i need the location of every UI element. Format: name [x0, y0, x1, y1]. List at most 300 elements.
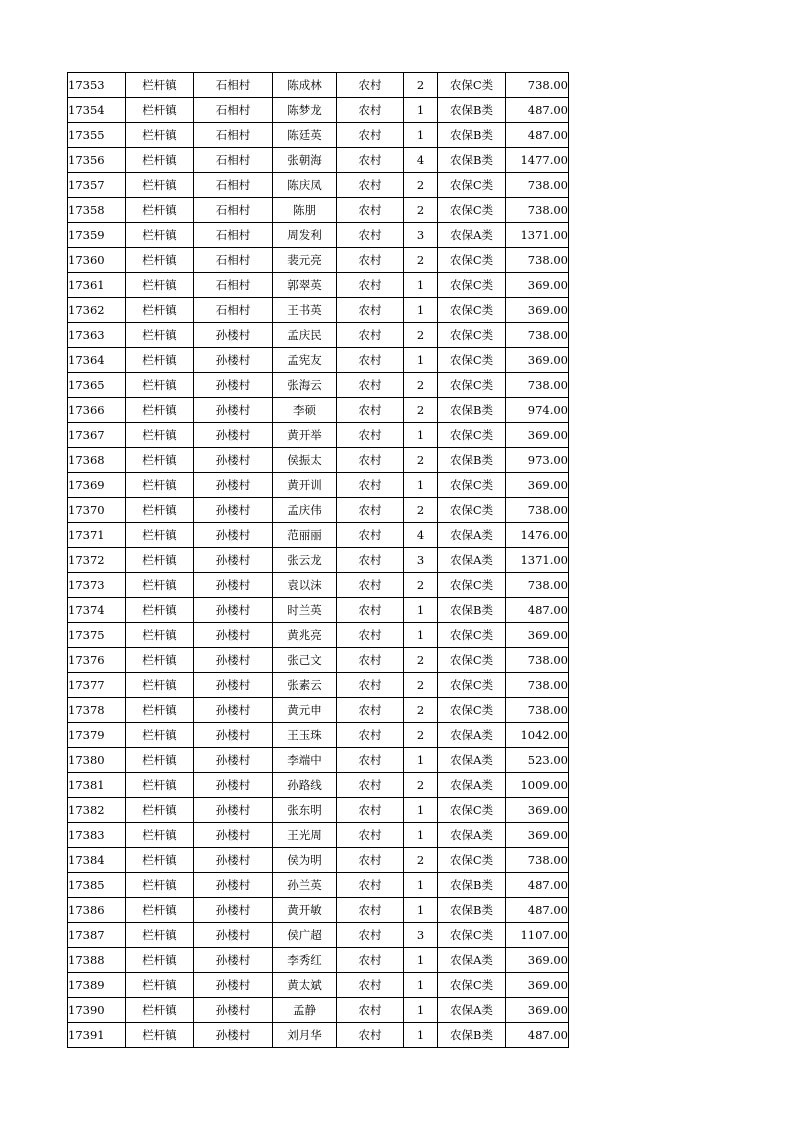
cell-name: 张己文	[273, 648, 337, 673]
cell-person-count: 2	[404, 848, 438, 873]
cell-name: 周发利	[273, 223, 337, 248]
cell-amount: 1477.00	[506, 148, 569, 173]
cell-village: 石相村	[194, 98, 273, 123]
cell-name: 孟庆民	[273, 323, 337, 348]
cell-person-count: 3	[404, 548, 438, 573]
cell-record-id: 17378	[68, 698, 126, 723]
cell-village: 孙楼村	[194, 773, 273, 798]
table-row	[68, 73, 569, 98]
cell-amount: 974.00	[506, 398, 569, 423]
table-row	[68, 748, 569, 773]
cell-category: 农保B类	[438, 598, 506, 623]
cell-village: 孙楼村	[194, 398, 273, 423]
cell-amount: 369.00	[506, 348, 569, 373]
cell-record-id: 17371	[68, 523, 126, 548]
cell-name: 张云龙	[273, 548, 337, 573]
cell-name: 陈朋	[273, 198, 337, 223]
table-row	[68, 173, 569, 198]
cell-town: 栏杆镇	[126, 873, 194, 898]
cell-village: 石相村	[194, 223, 273, 248]
cell-household-type: 农村	[337, 148, 404, 173]
cell-household-type: 农村	[337, 498, 404, 523]
cell-person-count: 2	[404, 248, 438, 273]
cell-town: 栏杆镇	[126, 73, 194, 98]
cell-record-id: 17382	[68, 798, 126, 823]
cell-person-count: 1	[404, 623, 438, 648]
cell-name: 孟静	[273, 998, 337, 1023]
cell-village: 石相村	[194, 198, 273, 223]
cell-person-count: 1	[404, 423, 438, 448]
cell-record-id: 17358	[68, 198, 126, 223]
cell-household-type: 农村	[337, 973, 404, 998]
cell-person-count: 1	[404, 998, 438, 1023]
cell-category: 农保C类	[438, 323, 506, 348]
cell-category: 农保B类	[438, 98, 506, 123]
cell-village: 孙楼村	[194, 798, 273, 823]
cell-category: 农保C类	[438, 923, 506, 948]
cell-town: 栏杆镇	[126, 898, 194, 923]
cell-category: 农保C类	[438, 673, 506, 698]
cell-town: 栏杆镇	[126, 773, 194, 798]
cell-household-type: 农村	[337, 248, 404, 273]
cell-household-type: 农村	[337, 273, 404, 298]
table-row	[68, 373, 569, 398]
table-row	[68, 773, 569, 798]
table-row	[68, 248, 569, 273]
cell-town: 栏杆镇	[126, 498, 194, 523]
table-row	[68, 398, 569, 423]
table-row	[68, 798, 569, 823]
cell-amount: 1371.00	[506, 548, 569, 573]
cell-town: 栏杆镇	[126, 148, 194, 173]
cell-household-type: 农村	[337, 648, 404, 673]
cell-name: 李秀红	[273, 948, 337, 973]
cell-village: 孙楼村	[194, 823, 273, 848]
table-row	[68, 723, 569, 748]
cell-village: 孙楼村	[194, 1023, 273, 1048]
cell-town: 栏杆镇	[126, 448, 194, 473]
cell-category: 农保A类	[438, 548, 506, 573]
table-row	[68, 448, 569, 473]
cell-category: 农保B类	[438, 148, 506, 173]
cell-town: 栏杆镇	[126, 823, 194, 848]
cell-person-count: 2	[404, 573, 438, 598]
cell-town: 栏杆镇	[126, 923, 194, 948]
cell-household-type: 农村	[337, 573, 404, 598]
cell-village: 孙楼村	[194, 323, 273, 348]
table-row	[68, 598, 569, 623]
cell-town: 栏杆镇	[126, 223, 194, 248]
cell-household-type: 农村	[337, 873, 404, 898]
cell-household-type: 农村	[337, 548, 404, 573]
cell-name: 袁以沫	[273, 573, 337, 598]
cell-household-type: 农村	[337, 98, 404, 123]
cell-person-count: 1	[404, 123, 438, 148]
cell-category: 农保C类	[438, 848, 506, 873]
cell-town: 栏杆镇	[126, 948, 194, 973]
cell-household-type: 农村	[337, 198, 404, 223]
cell-person-count: 2	[404, 498, 438, 523]
cell-name: 孟庆伟	[273, 498, 337, 523]
table-row	[68, 698, 569, 723]
cell-amount: 369.00	[506, 798, 569, 823]
cell-village: 石相村	[194, 298, 273, 323]
cell-village: 石相村	[194, 273, 273, 298]
cell-person-count: 1	[404, 473, 438, 498]
cell-household-type: 农村	[337, 223, 404, 248]
cell-household-type: 农村	[337, 123, 404, 148]
cell-person-count: 2	[404, 198, 438, 223]
cell-category: 农保C类	[438, 623, 506, 648]
cell-name: 陈庆凤	[273, 173, 337, 198]
cell-record-id: 17368	[68, 448, 126, 473]
cell-amount: 487.00	[506, 873, 569, 898]
cell-record-id: 17369	[68, 473, 126, 498]
cell-household-type: 农村	[337, 848, 404, 873]
cell-person-count: 2	[404, 173, 438, 198]
cell-town: 栏杆镇	[126, 673, 194, 698]
cell-town: 栏杆镇	[126, 748, 194, 773]
cell-category: 农保B类	[438, 898, 506, 923]
cell-town: 栏杆镇	[126, 398, 194, 423]
cell-household-type: 农村	[337, 673, 404, 698]
table-row	[68, 923, 569, 948]
cell-town: 栏杆镇	[126, 323, 194, 348]
table-row	[68, 198, 569, 223]
cell-record-id: 17354	[68, 98, 126, 123]
cell-town: 栏杆镇	[126, 998, 194, 1023]
cell-person-count: 2	[404, 323, 438, 348]
cell-amount: 1476.00	[506, 523, 569, 548]
cell-name: 李端中	[273, 748, 337, 773]
cell-village: 石相村	[194, 248, 273, 273]
cell-record-id: 17380	[68, 748, 126, 773]
cell-village: 孙楼村	[194, 448, 273, 473]
cell-category: 农保C类	[438, 348, 506, 373]
cell-amount: 369.00	[506, 298, 569, 323]
cell-record-id: 17376	[68, 648, 126, 673]
table-row	[68, 998, 569, 1023]
cell-amount: 738.00	[506, 698, 569, 723]
cell-category: 农保C类	[438, 198, 506, 223]
cell-person-count: 1	[404, 1023, 438, 1048]
cell-name: 黄开敏	[273, 898, 337, 923]
cell-amount: 973.00	[506, 448, 569, 473]
table-row	[68, 223, 569, 248]
cell-category: 农保B类	[438, 1023, 506, 1048]
cell-village: 孙楼村	[194, 523, 273, 548]
cell-village: 孙楼村	[194, 348, 273, 373]
cell-town: 栏杆镇	[126, 973, 194, 998]
cell-amount: 738.00	[506, 573, 569, 598]
cell-household-type: 农村	[337, 348, 404, 373]
cell-household-type: 农村	[337, 898, 404, 923]
cell-record-id: 17377	[68, 673, 126, 698]
cell-name: 侯振太	[273, 448, 337, 473]
cell-category: 农保C类	[438, 648, 506, 673]
cell-record-id: 17384	[68, 848, 126, 873]
cell-person-count: 2	[404, 698, 438, 723]
cell-household-type: 农村	[337, 73, 404, 98]
cell-category: 农保C类	[438, 423, 506, 448]
cell-name: 王玉珠	[273, 723, 337, 748]
cell-village: 孙楼村	[194, 723, 273, 748]
cell-village: 孙楼村	[194, 848, 273, 873]
table-row	[68, 548, 569, 573]
cell-category: 农保B类	[438, 873, 506, 898]
cell-person-count: 2	[404, 73, 438, 98]
cell-town: 栏杆镇	[126, 423, 194, 448]
cell-person-count: 1	[404, 898, 438, 923]
cell-amount: 369.00	[506, 423, 569, 448]
cell-record-id: 17365	[68, 373, 126, 398]
table-row	[68, 473, 569, 498]
cell-amount: 487.00	[506, 98, 569, 123]
cell-household-type: 农村	[337, 398, 404, 423]
cell-household-type: 农村	[337, 373, 404, 398]
cell-amount: 738.00	[506, 198, 569, 223]
table-row	[68, 973, 569, 998]
cell-name: 侯广超	[273, 923, 337, 948]
cell-amount: 738.00	[506, 673, 569, 698]
cell-amount: 369.00	[506, 948, 569, 973]
cell-amount: 738.00	[506, 248, 569, 273]
cell-category: 农保A类	[438, 723, 506, 748]
cell-name: 刘月华	[273, 1023, 337, 1048]
cell-town: 栏杆镇	[126, 198, 194, 223]
cell-category: 农保C类	[438, 498, 506, 523]
cell-village: 石相村	[194, 73, 273, 98]
cell-village: 孙楼村	[194, 373, 273, 398]
cell-person-count: 1	[404, 598, 438, 623]
table-row	[68, 673, 569, 698]
cell-household-type: 农村	[337, 998, 404, 1023]
cell-record-id: 17366	[68, 398, 126, 423]
cell-name: 郭翠英	[273, 273, 337, 298]
cell-name: 陈廷英	[273, 123, 337, 148]
cell-record-id: 17390	[68, 998, 126, 1023]
table-row	[68, 573, 569, 598]
cell-village: 孙楼村	[194, 698, 273, 723]
cell-town: 栏杆镇	[126, 698, 194, 723]
cell-record-id: 17379	[68, 723, 126, 748]
cell-name: 时兰英	[273, 598, 337, 623]
table-row	[68, 498, 569, 523]
cell-name: 张东明	[273, 798, 337, 823]
cell-household-type: 农村	[337, 948, 404, 973]
cell-amount: 738.00	[506, 73, 569, 98]
cell-record-id: 17375	[68, 623, 126, 648]
cell-name: 黄元申	[273, 698, 337, 723]
cell-category: 农保C类	[438, 73, 506, 98]
cell-category: 农保C类	[438, 173, 506, 198]
cell-category: 农保C类	[438, 298, 506, 323]
cell-person-count: 2	[404, 723, 438, 748]
cell-record-id: 17387	[68, 923, 126, 948]
cell-category: 农保A类	[438, 523, 506, 548]
cell-village: 孙楼村	[194, 598, 273, 623]
cell-category: 农保B类	[438, 448, 506, 473]
cell-town: 栏杆镇	[126, 723, 194, 748]
cell-person-count: 3	[404, 223, 438, 248]
cell-household-type: 农村	[337, 698, 404, 723]
cell-record-id: 17362	[68, 298, 126, 323]
cell-household-type: 农村	[337, 523, 404, 548]
table-row	[68, 98, 569, 123]
cell-person-count: 1	[404, 298, 438, 323]
cell-person-count: 1	[404, 98, 438, 123]
cell-village: 孙楼村	[194, 748, 273, 773]
table-row	[68, 848, 569, 873]
cell-village: 孙楼村	[194, 998, 273, 1023]
cell-category: 农保C类	[438, 973, 506, 998]
cell-town: 栏杆镇	[126, 623, 194, 648]
table-row	[68, 348, 569, 373]
cell-name: 黄开举	[273, 423, 337, 448]
cell-town: 栏杆镇	[126, 348, 194, 373]
cell-amount: 369.00	[506, 473, 569, 498]
cell-amount: 487.00	[506, 898, 569, 923]
cell-village: 孙楼村	[194, 673, 273, 698]
cell-record-id: 17386	[68, 898, 126, 923]
cell-person-count: 3	[404, 923, 438, 948]
cell-record-id: 17389	[68, 973, 126, 998]
cell-record-id: 17381	[68, 773, 126, 798]
table-row	[68, 948, 569, 973]
cell-record-id: 17357	[68, 173, 126, 198]
cell-household-type: 农村	[337, 773, 404, 798]
cell-record-id: 17374	[68, 598, 126, 623]
cell-amount: 487.00	[506, 598, 569, 623]
cell-household-type: 农村	[337, 323, 404, 348]
cell-person-count: 2	[404, 673, 438, 698]
cell-person-count: 1	[404, 973, 438, 998]
table-row	[68, 323, 569, 348]
cell-village: 石相村	[194, 148, 273, 173]
cell-household-type: 农村	[337, 1023, 404, 1048]
cell-household-type: 农村	[337, 473, 404, 498]
cell-record-id: 17383	[68, 823, 126, 848]
cell-town: 栏杆镇	[126, 373, 194, 398]
cell-town: 栏杆镇	[126, 598, 194, 623]
table-row	[68, 1023, 569, 1048]
cell-person-count: 4	[404, 523, 438, 548]
cell-name: 孟宪友	[273, 348, 337, 373]
cell-record-id: 17361	[68, 273, 126, 298]
cell-town: 栏杆镇	[126, 298, 194, 323]
table-row	[68, 823, 569, 848]
cell-record-id: 17388	[68, 948, 126, 973]
cell-town: 栏杆镇	[126, 848, 194, 873]
cell-category: 农保C类	[438, 798, 506, 823]
cell-name: 李硕	[273, 398, 337, 423]
cell-village: 孙楼村	[194, 548, 273, 573]
cell-name: 侯为明	[273, 848, 337, 873]
cell-town: 栏杆镇	[126, 648, 194, 673]
cell-record-id: 17356	[68, 148, 126, 173]
cell-household-type: 农村	[337, 598, 404, 623]
cell-record-id: 17367	[68, 423, 126, 448]
cell-amount: 1371.00	[506, 223, 569, 248]
cell-village: 孙楼村	[194, 948, 273, 973]
cell-amount: 738.00	[506, 173, 569, 198]
cell-household-type: 农村	[337, 748, 404, 773]
cell-amount: 369.00	[506, 973, 569, 998]
cell-name: 王书英	[273, 298, 337, 323]
cell-name: 范丽丽	[273, 523, 337, 548]
table-body	[68, 73, 569, 1048]
cell-town: 栏杆镇	[126, 548, 194, 573]
cell-category: 农保B类	[438, 123, 506, 148]
table-row	[68, 648, 569, 673]
cell-village: 孙楼村	[194, 473, 273, 498]
cell-person-count: 2	[404, 773, 438, 798]
cell-town: 栏杆镇	[126, 98, 194, 123]
cell-household-type: 农村	[337, 448, 404, 473]
cell-household-type: 农村	[337, 423, 404, 448]
cell-category: 农保C类	[438, 373, 506, 398]
cell-name: 黄开训	[273, 473, 337, 498]
cell-village: 石相村	[194, 173, 273, 198]
cell-village: 孙楼村	[194, 623, 273, 648]
cell-town: 栏杆镇	[126, 173, 194, 198]
cell-record-id: 17372	[68, 548, 126, 573]
cell-category: 农保C类	[438, 698, 506, 723]
table-row	[68, 123, 569, 148]
cell-town: 栏杆镇	[126, 1023, 194, 1048]
cell-name: 张素云	[273, 673, 337, 698]
cell-record-id: 17360	[68, 248, 126, 273]
cell-person-count: 1	[404, 348, 438, 373]
cell-town: 栏杆镇	[126, 523, 194, 548]
cell-village: 孙楼村	[194, 873, 273, 898]
relief-recipients-table	[67, 72, 569, 1048]
cell-record-id: 17355	[68, 123, 126, 148]
cell-amount: 523.00	[506, 748, 569, 773]
table-row	[68, 148, 569, 173]
table-row	[68, 873, 569, 898]
cell-category: 农保A类	[438, 948, 506, 973]
cell-category: 农保A类	[438, 223, 506, 248]
cell-name: 孙路线	[273, 773, 337, 798]
cell-village: 孙楼村	[194, 923, 273, 948]
cell-category: 农保C类	[438, 248, 506, 273]
cell-household-type: 农村	[337, 298, 404, 323]
cell-amount: 487.00	[506, 123, 569, 148]
cell-name: 黄兆亮	[273, 623, 337, 648]
cell-household-type: 农村	[337, 623, 404, 648]
cell-name: 张朝海	[273, 148, 337, 173]
cell-record-id: 17363	[68, 323, 126, 348]
cell-record-id: 17359	[68, 223, 126, 248]
cell-town: 栏杆镇	[126, 273, 194, 298]
cell-town: 栏杆镇	[126, 473, 194, 498]
cell-category: 农保C类	[438, 273, 506, 298]
cell-person-count: 4	[404, 148, 438, 173]
cell-category: 农保A类	[438, 773, 506, 798]
cell-name: 张海云	[273, 373, 337, 398]
cell-amount: 1009.00	[506, 773, 569, 798]
cell-household-type: 农村	[337, 173, 404, 198]
cell-amount: 738.00	[506, 498, 569, 523]
cell-person-count: 2	[404, 373, 438, 398]
cell-household-type: 农村	[337, 823, 404, 848]
cell-household-type: 农村	[337, 798, 404, 823]
cell-household-type: 农村	[337, 923, 404, 948]
cell-person-count: 1	[404, 748, 438, 773]
cell-village: 孙楼村	[194, 973, 273, 998]
cell-amount: 738.00	[506, 648, 569, 673]
